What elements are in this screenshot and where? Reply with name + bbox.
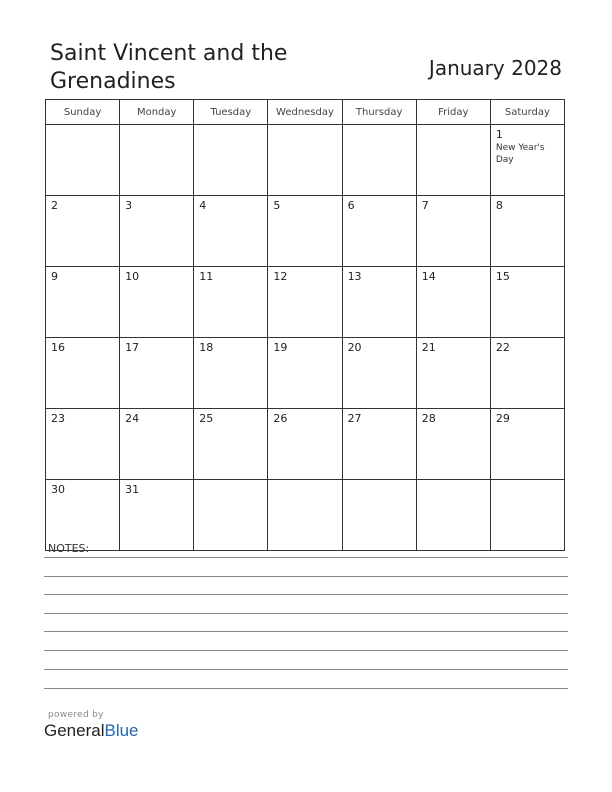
day-number: 21 bbox=[421, 341, 436, 354]
brand-general-text: General bbox=[44, 721, 105, 740]
day-number: 1 bbox=[495, 128, 503, 141]
week-row bbox=[46, 480, 565, 551]
day-number: 17 bbox=[125, 341, 140, 354]
day-number: 27 bbox=[347, 412, 362, 425]
month-year-title: January 2028 bbox=[428, 56, 562, 80]
empty-day-cell bbox=[342, 125, 416, 196]
day-cell bbox=[46, 196, 120, 267]
day-number: 31 bbox=[125, 483, 140, 496]
day-number: 3 bbox=[125, 199, 133, 212]
day-cell bbox=[194, 338, 268, 409]
note-line bbox=[44, 594, 568, 595]
day-cell bbox=[120, 409, 194, 480]
weekday-header: Friday bbox=[416, 100, 490, 125]
day-cell bbox=[342, 409, 416, 480]
day-cell bbox=[46, 409, 120, 480]
weekday-header: Tuesday bbox=[194, 100, 268, 125]
day-number: 25 bbox=[199, 412, 214, 425]
day-cell bbox=[490, 338, 564, 409]
day-number: 19 bbox=[273, 341, 288, 354]
day-number: 9 bbox=[51, 270, 58, 283]
day-number: 16 bbox=[51, 341, 65, 354]
weekday-header-row bbox=[46, 100, 565, 125]
day-number: 2 bbox=[51, 199, 58, 212]
note-line bbox=[44, 613, 568, 614]
week-row bbox=[46, 338, 565, 409]
day-number: 30 bbox=[51, 483, 65, 496]
weekday-header: Wednesday bbox=[268, 100, 342, 125]
day-number: 22 bbox=[495, 341, 510, 354]
note-line bbox=[44, 576, 568, 577]
brand-blue-text: Blue bbox=[104, 721, 139, 740]
day-cell bbox=[268, 409, 342, 480]
day-number: 29 bbox=[495, 412, 510, 425]
day-number: 18 bbox=[199, 341, 214, 354]
day-cell bbox=[194, 196, 268, 267]
note-line bbox=[44, 557, 568, 558]
empty-day-cell bbox=[46, 125, 120, 196]
day-number: 7 bbox=[421, 199, 429, 212]
day-number: 8 bbox=[495, 199, 503, 212]
day-cell bbox=[490, 196, 564, 267]
day-cell bbox=[342, 267, 416, 338]
note-line bbox=[44, 688, 568, 689]
day-number: 20 bbox=[347, 341, 362, 354]
empty-day-cell bbox=[194, 125, 268, 196]
day-number: 26 bbox=[273, 412, 288, 425]
day-cell bbox=[342, 338, 416, 409]
empty-day-cell bbox=[490, 480, 564, 551]
powered-by-label: powered by bbox=[48, 710, 104, 720]
note-line bbox=[44, 631, 568, 632]
note-line bbox=[44, 650, 568, 651]
weekday-header: Saturday bbox=[490, 100, 564, 125]
week-row bbox=[46, 409, 565, 480]
day-cell bbox=[120, 480, 194, 551]
day-cell bbox=[416, 196, 490, 267]
day-number: 14 bbox=[421, 270, 436, 283]
empty-day-cell bbox=[416, 480, 490, 551]
day-cell bbox=[46, 480, 120, 551]
week-row bbox=[46, 267, 565, 338]
day-cell bbox=[268, 338, 342, 409]
empty-day-cell bbox=[416, 125, 490, 196]
day-cell bbox=[416, 267, 490, 338]
day-cell bbox=[268, 267, 342, 338]
day-cell bbox=[490, 125, 564, 196]
empty-day-cell bbox=[194, 480, 268, 551]
day-cell bbox=[46, 267, 120, 338]
day-cell bbox=[120, 338, 194, 409]
empty-day-cell bbox=[268, 125, 342, 196]
country-title: Saint Vincent and the Grenadines bbox=[50, 41, 288, 94]
day-number: 13 bbox=[347, 270, 362, 283]
day-cell bbox=[46, 338, 120, 409]
weekday-header: Thursday bbox=[342, 100, 416, 125]
day-number: 6 bbox=[347, 199, 355, 212]
day-number: 11 bbox=[199, 270, 214, 283]
generalblue-logo[interactable] bbox=[44, 721, 139, 741]
empty-day-cell bbox=[120, 125, 194, 196]
day-number: 28 bbox=[421, 412, 436, 425]
empty-day-cell bbox=[342, 480, 416, 551]
week-row bbox=[46, 196, 565, 267]
holiday-label: New Year's Day bbox=[495, 143, 545, 165]
day-cell bbox=[342, 196, 416, 267]
day-number: 23 bbox=[51, 412, 65, 425]
day-cell bbox=[416, 409, 490, 480]
day-number: 4 bbox=[199, 199, 207, 212]
day-cell bbox=[490, 267, 564, 338]
day-number: 15 bbox=[495, 270, 510, 283]
day-number: 12 bbox=[273, 270, 288, 283]
day-cell bbox=[268, 196, 342, 267]
day-number: 5 bbox=[273, 199, 281, 212]
day-number: 24 bbox=[125, 412, 140, 425]
note-line bbox=[44, 669, 568, 670]
day-cell bbox=[194, 267, 268, 338]
notes-label: NOTES: bbox=[48, 542, 90, 555]
weekday-header: Sunday bbox=[46, 100, 120, 125]
calendar-grid bbox=[45, 99, 565, 551]
day-cell bbox=[416, 338, 490, 409]
day-cell bbox=[194, 409, 268, 480]
day-cell bbox=[120, 267, 194, 338]
day-number: 10 bbox=[125, 270, 140, 283]
day-cell bbox=[120, 196, 194, 267]
empty-day-cell bbox=[268, 480, 342, 551]
weekday-header: Monday bbox=[120, 100, 194, 125]
day-cell bbox=[490, 409, 564, 480]
week-row bbox=[46, 125, 565, 196]
